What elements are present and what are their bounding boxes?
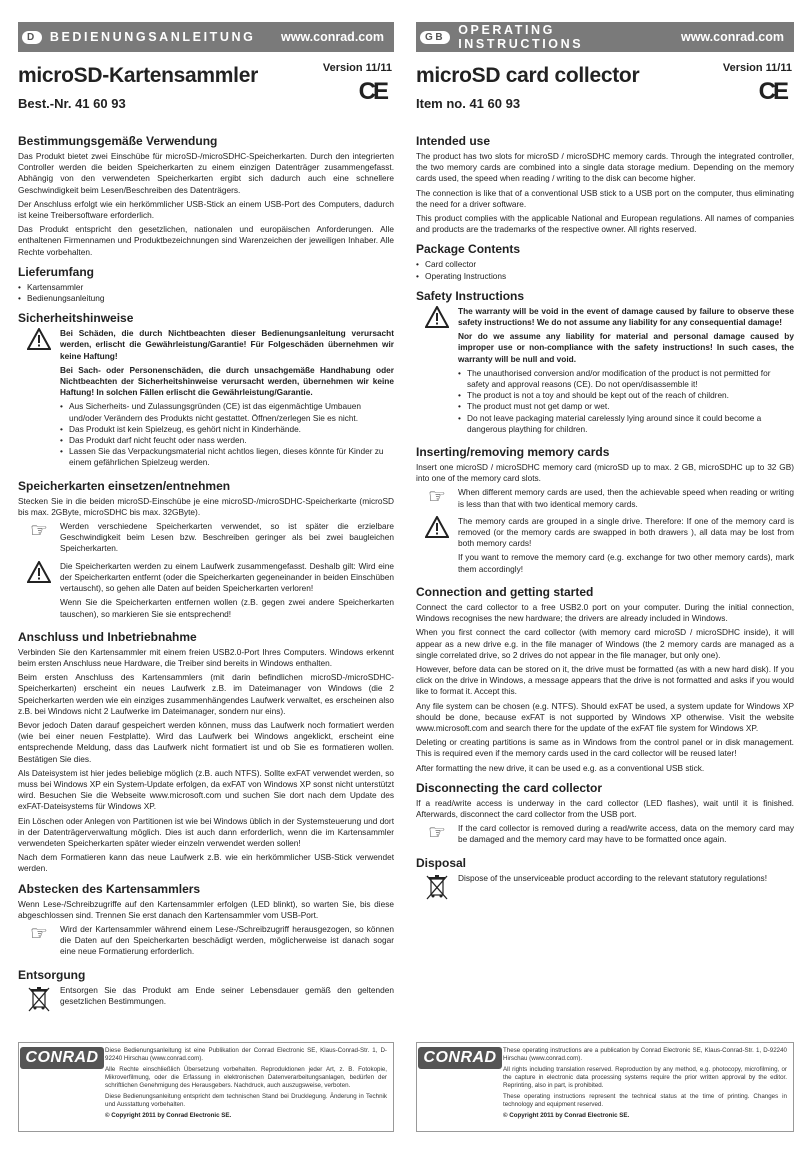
- section-title: Safety Instructions: [416, 288, 525, 303]
- warning-triangle-icon: [416, 306, 458, 438]
- header-url-en[interactable]: www.conrad.com: [680, 30, 784, 44]
- logo-text: CONRAD: [418, 1047, 501, 1069]
- paragraph: The product has two slots for microSD / microSDHC memory cards. Through the integrated controller, the two memory cards are combined into a single data storage medium. Depending on the memory cards used, the speed when reading / writing to the disk can become higher.: [416, 151, 794, 184]
- crossed-bin-icon: [416, 873, 458, 901]
- list-item: • Das Produkt ist kein Spielzeug, es gehört nicht in Kinderhände.: [60, 424, 394, 435]
- section-title: Disposal: [416, 855, 467, 870]
- list-item: • Lassen Sie das Verpackungsmaterial nicht achtlos liegen, dieses könnte für Kinder zu einem gefährlichen Spielzeug werden.: [60, 446, 394, 468]
- header-title-text-en: OPERATING INSTRUCTIONS: [458, 23, 584, 51]
- lang-badge-de: D: [22, 31, 42, 44]
- item-number-en: Item no. 41 60 93: [416, 96, 521, 111]
- warning-row: [18, 561, 394, 623]
- ce-mark-icon: CE: [358, 78, 386, 105]
- header-bar-de: [18, 22, 394, 52]
- paragraph: Dispose of the unserviceable product according to the relevant statutory regulations!: [458, 872, 768, 883]
- paragraph: Any file system can be chosen (e.g. NTFS). Should exFAT be used, a system update for Windows XP should be done, because exFAT is not supported by Windows XP otherwise. Visit the website www.microsoft.com and search there for the update of the exFAT file system for Windows XP.: [416, 700, 794, 733]
- paragraph: Insert one microSD / microSDHC memory card (microSD up to max. 2 GB, microSDHC up to 32 GB) into one of the memory card slots.: [416, 462, 794, 484]
- section-title: Lieferumfang: [18, 264, 95, 279]
- paragraph: The connection is like that of a conventional USB stick to a USB port on the computer, thus eliminating the need for a driver software.: [416, 187, 794, 209]
- section-title: Sicherheitshinweise: [18, 311, 134, 326]
- ce-mark-icon: CE: [758, 78, 786, 105]
- paragraph: If the card collector is removed during a read/write access, data on the memory card may be damaged and the memory card may have to be formatted once again.: [458, 823, 794, 845]
- item-number-de: Best.-Nr. 41 60 93: [18, 96, 126, 111]
- paragraph: Die Speicherkarten werden zu einem Laufwerk zusammengefasst. Deshalb gilt: Wird eine der Speicherkarten entfernt (oder die Speicherkarten gegeneinander in beiden Einschüben vertauscht), so gehen alle Daten auf beiden Speicherkarten verloren!: [60, 560, 394, 594]
- section-package-contents-en: [416, 242, 794, 281]
- paragraph: Werden verschiedene Speicherkarten verwendet, so ist später die erzielbare Geschwindigkeit beim Lesen bzw. Beschreiben geringer als bei zwei baugleichen Speicherkarten.: [60, 521, 394, 554]
- conrad-logo: [417, 1043, 503, 1131]
- footer-paragraph: Diese Bedienungsanleitung ist eine Publikation der Conrad Electronic SE, Klaus-Conrad-Str. 1, D-92240 Hirschau (www.conrad.com).: [105, 1047, 387, 1062]
- header-url-de[interactable]: www.conrad.com: [280, 30, 384, 44]
- warning-triangle-icon: [18, 561, 60, 623]
- paragraph: If you want to remove the memory card (e.g. exchange for two other memory cards), mark them accordingly!: [458, 552, 794, 574]
- paragraph: Wenn Sie die Speicherkarten entfernen wollen (z.B. gegen zwei andere Speicherkarten tauschen), so markieren Sie sie entsprechend!: [60, 597, 394, 619]
- paragraph: Ein Löschen oder Anlegen von Partitionen ist wie bei Windows üblich in der Systemsteuerung und dort in der Datenträgerverwaltung möglich. Dies ist auch dann erforderlich, wenn die im Kartensammler verwendeten Speicherkarten später wieder einzeln verwendet werden sollen!: [18, 815, 394, 848]
- list-item: • Bedienungsanleitung: [18, 293, 394, 304]
- version-block-en: [723, 62, 792, 106]
- logo-text: CONRAD: [20, 1047, 103, 1069]
- list-item: • The unauthorised conversion and/or modification of the product is not permitted for safety and approval reasons (CE). Do not open/disassemble it!: [458, 368, 794, 390]
- warning-triangle-icon: [416, 516, 458, 578]
- section-intended-use-de: [18, 134, 394, 258]
- version-block-de: [323, 62, 392, 106]
- footer-paragraph: Alle Rechte einschließlich Übersetzung vorbehalten. Reproduktionen jeder Art, z. B. Fotokopie, Mikroverfilmung, oder die Erfassung in elektronischen Datenverarbeitungsanlagen, bedürfen der schriftlichen Genehmigung des Herausgebers. Nachdruck, auch auszugsweise, verboten.: [105, 1066, 387, 1089]
- list-item: • Kartensammler: [18, 282, 394, 293]
- warning-row: [416, 516, 794, 578]
- product-title-de: microSD-Kartensammler: [18, 64, 258, 87]
- note-row: [416, 487, 794, 512]
- section-connection-en: [416, 585, 794, 774]
- content-de: [18, 134, 394, 1020]
- section-safety-en: [416, 289, 794, 438]
- safety-text: [458, 306, 794, 438]
- section-disposal-en: [416, 856, 794, 901]
- section-disconnect-en: [416, 781, 794, 849]
- paragraph: When different memory cards are used, then the achievable speed when reading or writing is less than that with two identical memory cards.: [458, 487, 794, 509]
- paragraph: The warranty will be void in the event of damage caused by failure to observe these safety instructions! We do not assume any liability for any consequential damage!: [458, 305, 794, 328]
- section-disposal-de: [18, 968, 394, 1013]
- title-block-de: [18, 60, 394, 111]
- section-memory-cards-en: [416, 445, 794, 578]
- section-title: Connection and getting started: [416, 584, 594, 599]
- section-title: Package Contents: [416, 242, 521, 257]
- paragraph: Beim ersten Anschluss des Kartensammlers (mit darin befindlichen microSD-/microSDHC-Speicherkarten) erscheint ein neues Laufwerk z.B. im Dateimanager von Windows (die 2 Speicherkarten werden wie ein einziges zusammenhängendes Laufwerk verwaltet, es erscheinen also z.B. bei Windows nicht 2 Laufwerke im Dateimanager, sondern nur eins).: [18, 672, 394, 716]
- footer-paragraph: All rights including translation reserved. Reproduction by any method, e.g. photocopy, microfilming, or the capture in electronic data processing systems require the prior written approval by the editor. Reprinting, also in part, is prohibited.: [503, 1066, 787, 1089]
- disposal-row: [416, 873, 794, 901]
- footer-text-de: [105, 1043, 393, 1131]
- section-intended-use-en: [416, 134, 794, 235]
- list-item: • Das Produkt darf nicht feucht oder nass werden.: [60, 435, 394, 446]
- paragraph: Bevor jedoch Daten darauf gespeichert werden können, muss das Laufwerk noch formatiert werden (wie bei einer neuen Festplatte). Wird das Laufwerk bei Windows angeklickt, erscheint eine entsprechende Meldung, dass das Laufwerk nicht formatiert ist und ob Sie es formatieren wollen. Bestätigen Sie dies.: [18, 719, 394, 764]
- paragraph: Nor do we assume any liability for material and personal damage caused by improper use or non-compliance with the safety instructions! In such cases, the warranty will be null and void.: [458, 331, 794, 364]
- list-item: • Operating Instructions: [416, 271, 794, 282]
- paragraph: Entsorgen Sie das Produkt am Ende seiner Lebensdauer gemäß den geltenden gesetzlichen Bestimmungen.: [60, 984, 394, 1006]
- list-item: • The product must not get damp or wet.: [458, 401, 794, 412]
- paragraph: After formatting the new drive, it can be used e.g. as a conventional USB stick.: [416, 762, 705, 773]
- header-title-text-de: BEDIENUNGSANLEITUNG: [49, 30, 256, 44]
- safety-list: [458, 368, 794, 435]
- paragraph: Bei Sach- oder Personenschäden, die durch unsachgemäße Handhabung oder Nichtbeachten der Sicherheitshinweise verursacht werden, übernehmen wir keine Haftung! In solchen Fällen erlischt die Gewährleistung/Garantie.: [60, 364, 394, 398]
- package-list: [416, 259, 794, 281]
- footer-text-en: [503, 1043, 793, 1131]
- section-memory-cards-de: [18, 479, 394, 623]
- list-item: • Do not leave packaging material carelessly lying around since it could become a dangerous plaything for children.: [458, 413, 794, 435]
- paragraph: Stecken Sie in die beiden microSD-Einschübe je eine microSD-/microSDHC-Speicherkarte (microSD bis max. 2GByte, microSDHC bis max. 32GByte).: [18, 495, 394, 517]
- paragraph: Als Dateisystem ist hier jedes beliebige möglich (z.B. auch NTFS). Sollte exFAT verwendet werden, so muss bei Windows XP ein System-Update erfolgen, da exFAT von Windows XP sonst nicht unterstützt wird. Besuchen Sie die Webseite www.microsoft.com und suchen Sie dort nach dem Update des exFAT-Dateisystems für Windows XP.: [18, 767, 394, 812]
- list-item: • Card collector: [416, 259, 794, 270]
- paragraph: Wird der Kartensammler während einem Lese-/Schreibzugriff herausgezogen, so können die Daten auf den Speicherkarten beschädigt werden, möglicherweise ist danach sogar eine neue Formatierung erforderlich.: [60, 923, 394, 957]
- pointing-hand-icon: ☞: [30, 520, 48, 543]
- copyright: © Copyright 2011 by Conrad Electronic SE.: [105, 1112, 232, 1119]
- footer-paragraph: Diese Bedienungsanleitung entspricht dem technischen Stand bei Drucklegung. Änderung in Technik und Ausstattung vorbehalten.: [105, 1093, 387, 1108]
- section-safety-de: [18, 311, 394, 471]
- header-title-en: [420, 23, 681, 51]
- disposal-row: [18, 985, 394, 1013]
- section-title: Abstecken des Kartensammlers: [18, 881, 201, 896]
- footer-paragraph: These operating instructions represent the technical status at the time of printing. Changes in technology and equipment reserved.: [503, 1093, 787, 1108]
- footer-paragraph: These operating instructions are a publication by Conrad Electronic SE, Klaus-Conrad-Str. 1, D-92240 Hirschau (www.conrad.com).: [503, 1047, 787, 1062]
- section-package-contents-de: [18, 265, 394, 304]
- product-title-en: microSD card collector: [416, 64, 640, 87]
- paragraph: However, before data can be stored on it, the drive must be formatted (as with a new hard disk). If you click on the drive in Windows, a message appears that the drive is not formatted and asks if you would like to format it. Accept this.: [416, 663, 794, 697]
- crossed-bin-icon: [18, 985, 60, 1013]
- section-title: Bestimmungsgemäße Verwendung: [18, 134, 218, 148]
- section-connection-de: [18, 630, 394, 875]
- paragraph: Connect the card collector to a free USB2.0 port on your computer. During the initial connection, Windows recognises the new hardware; the drivers are already included in Windows.: [416, 601, 794, 624]
- paragraph: If a read/write access is underway in the card collector (LED flashes), wait until it is finished. Afterwards, disconnect the card collector from the USB port.: [416, 797, 794, 819]
- section-title: Entsorgung: [18, 967, 86, 982]
- warning-triangle-icon: [18, 328, 60, 471]
- footer-de: [18, 1042, 394, 1132]
- list-item: • Aus Sicherheits- und Zulassungsgründen (CE) ist das eigenmächtige Umbauen und/oder Verändern des Produkts nicht gestattet. Öffnen/zerlegen Sie es nicht.: [60, 401, 394, 423]
- section-title: Anschluss und Inbetriebnahme: [18, 629, 197, 644]
- pointing-hand-icon: ☞: [428, 486, 446, 509]
- section-title: Disconnecting the card collector: [416, 780, 603, 795]
- paragraph: Das Produkt bietet zwei Einschübe für microSD-/microSDHC-Speicherkarten. Durch den integrierten Controller werden die beiden Speicherkarten zu einem einzigen Datenträger zusammengefasst. Abhängig von den verwendeten Speicherkarten ergibt sich dadurch auch eine schnellere Geschwindigkeit beim Lesen/Beschreiben des Datenträgers.: [18, 151, 394, 195]
- paragraph: Deleting or creating partitions is same as in Windows from the control panel or in disk management. This is required even if the memory cards used in the card collector will be reused later!: [416, 737, 794, 759]
- paragraph: Bei Schäden, die durch Nichtbeachten dieser Bedienungsanleitung verursacht werden, erlischt die Gewährleistung/Garantie! Für Folgeschäden übernehmen wir keine Haftung!: [60, 328, 394, 361]
- note-row: [18, 521, 394, 558]
- pointing-hand-icon: ☞: [428, 822, 446, 845]
- note-row: [416, 823, 794, 848]
- content-en: [416, 134, 794, 908]
- header-title-de: [22, 30, 255, 44]
- list-item: • The product is not a toy and should be kept out of the reach of children.: [458, 390, 794, 401]
- pointing-hand-icon: ☞: [30, 922, 48, 945]
- paragraph: Verbinden Sie den Kartensammler mit einem freien USB2.0-Port Ihres Computers. Windows erkennt beim ersten Anschluss neue Hardware, die Treiber sind bereits in Windows enthalten.: [18, 646, 394, 668]
- safety-warning-row: [416, 306, 794, 438]
- section-title: Speicherkarten einsetzen/entnehmen: [18, 478, 231, 493]
- title-block-en: [416, 60, 794, 111]
- paragraph: Nach dem Formatieren kann das neue Laufwerk z.B. wie ein herkömmlicher USB-Stick verwendet werden.: [18, 852, 394, 874]
- safety-list: [60, 401, 394, 468]
- copyright: © Copyright 2011 by Conrad Electronic SE.: [503, 1112, 630, 1119]
- paragraph: This product complies with the applicable National and European regulations. All names of companies and products are the trademarks of the respective owner. All rights reserved.: [416, 213, 794, 235]
- safety-warning-row: [18, 328, 394, 471]
- conrad-logo: [19, 1043, 105, 1131]
- paragraph: Der Anschluss erfolgt wie ein herkömmlicher USB-Stick an einem USB-Port des Computers, dadurch ist keine Treibersoftware erforderlich.: [18, 198, 394, 221]
- note-row: [18, 924, 394, 961]
- paragraph: Wenn Lese-/Schreibzugriffe auf den Kartensammler erfolgen (LED blinkt), so warten Sie, bis diese abgeschlossen sind. Trennen Sie erst danach den Kartensammler vom USB-Port.: [18, 898, 394, 920]
- lang-badge-en: GB: [420, 31, 450, 44]
- section-title: Intended use: [416, 134, 491, 148]
- safety-text: [60, 328, 394, 471]
- paragraph: Das Produkt entspricht den gesetzlichen, nationalen und europäischen Anforderungen. Alle enthaltenen Firmennamen und Produktbezeichnungen sind Warenzeichen der jeweiligen Inhaber. Alle Rechte vorbehalten.: [18, 224, 394, 257]
- package-list: [18, 282, 394, 304]
- section-disconnect-de: [18, 882, 394, 961]
- paragraph: The memory cards are grouped in a single drive. Therefore: If one of the memory card is removed (or the memory cards are swapped in both drawers ), all data may be lost from both memory cards!: [458, 515, 794, 549]
- version-label-en: Version 11/11: [722, 62, 792, 74]
- section-title: Inserting/removing memory cards: [416, 445, 610, 460]
- version-label-de: Version 11/11: [322, 62, 392, 74]
- header-bar-en: [416, 22, 794, 52]
- footer-en: [416, 1042, 794, 1132]
- paragraph: When you first connect the card collector (with memory card microSD / microSDHC inside), it will appear as a new drive e.g. in the file manager of Windows (the 2 memory cards are managed as a single correlated drive, so 2 drives do not appear in the file manager, but only one).: [416, 627, 794, 660]
